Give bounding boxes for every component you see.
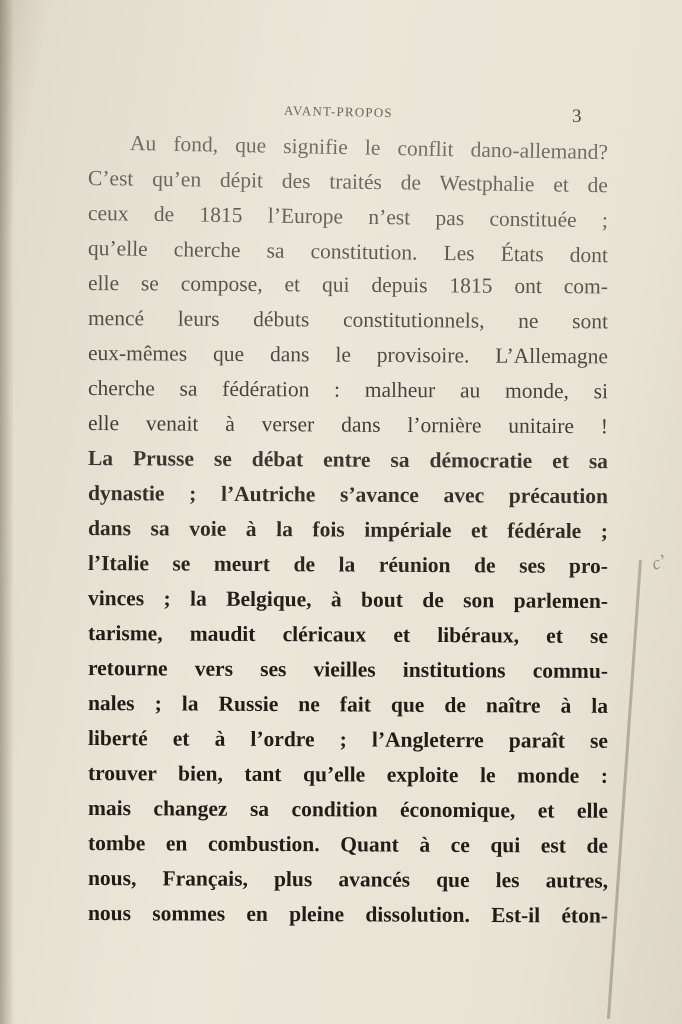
text-line: tarisme, maudit cléricaux et libéraux, et se bbox=[87, 621, 609, 648]
text-line: tombe en combustion. Quant à ce qui est de bbox=[87, 831, 609, 858]
page-edge-line bbox=[607, 560, 642, 1019]
running-head: AVANT-PROPOS bbox=[283, 102, 393, 121]
text-line: mais changez sa condition économique, et elle bbox=[87, 796, 609, 823]
text-line: liberté et à l’ordre ; l’Angleterre paraît se bbox=[87, 726, 609, 753]
text-line: cherche sa fédération : malheur au monde, si bbox=[87, 376, 609, 404]
text-line: qu’elle cherche sa constitution. Les États dont bbox=[87, 236, 609, 268]
text-line: nous, Français, plus avancés que les autres, bbox=[87, 866, 609, 893]
text-line: Au fond, que signifie le conflit dano-allemand? bbox=[129, 131, 609, 165]
text-line: C’est qu’en dépit des traités de Westphalie et de bbox=[87, 166, 609, 198]
text-line: La Prusse se débat entre sa démocratie et sa bbox=[87, 446, 609, 474]
text-line: nous sommes en pleine dissolution. Est-il éton- bbox=[87, 901, 609, 928]
text-line: elle venait à verser dans l’ornière unitaire ! bbox=[87, 411, 609, 439]
text-line: dans sa voie à la fois impériale et fédérale ; bbox=[87, 516, 609, 544]
margin-annotation: c’ bbox=[648, 550, 669, 574]
page-header bbox=[0, 104, 682, 128]
text-line: l’Italie se meurt de la réunion de ses pro- bbox=[87, 551, 609, 579]
page-number: 3 bbox=[572, 106, 582, 127]
text-line: eux-mêmes que dans le provisoire. L’Allemagne bbox=[87, 341, 609, 369]
text-line: trouver bien, tant qu’elle exploite le monde : bbox=[87, 761, 609, 788]
text-line: retourne vers ses vieilles institutions commu- bbox=[87, 656, 609, 683]
text-line: vinces ; la Belgique, à bout de son parlemen- bbox=[87, 586, 609, 614]
text-line: nales ; la Russie ne fait que de naître à la bbox=[87, 691, 609, 718]
page-gutter-shadow bbox=[0, 0, 14, 1024]
text-line: dynastie ; l’Autriche s’avance avec précaution bbox=[87, 481, 609, 509]
text-line: ceux de 1815 l’Europe n’est pas constituée ; bbox=[87, 201, 609, 233]
text-line: elle se compose, et qui depuis 1815 ont com- bbox=[87, 271, 609, 299]
text-line: mencé leurs débuts constitutionnels, ne sont bbox=[87, 306, 609, 334]
